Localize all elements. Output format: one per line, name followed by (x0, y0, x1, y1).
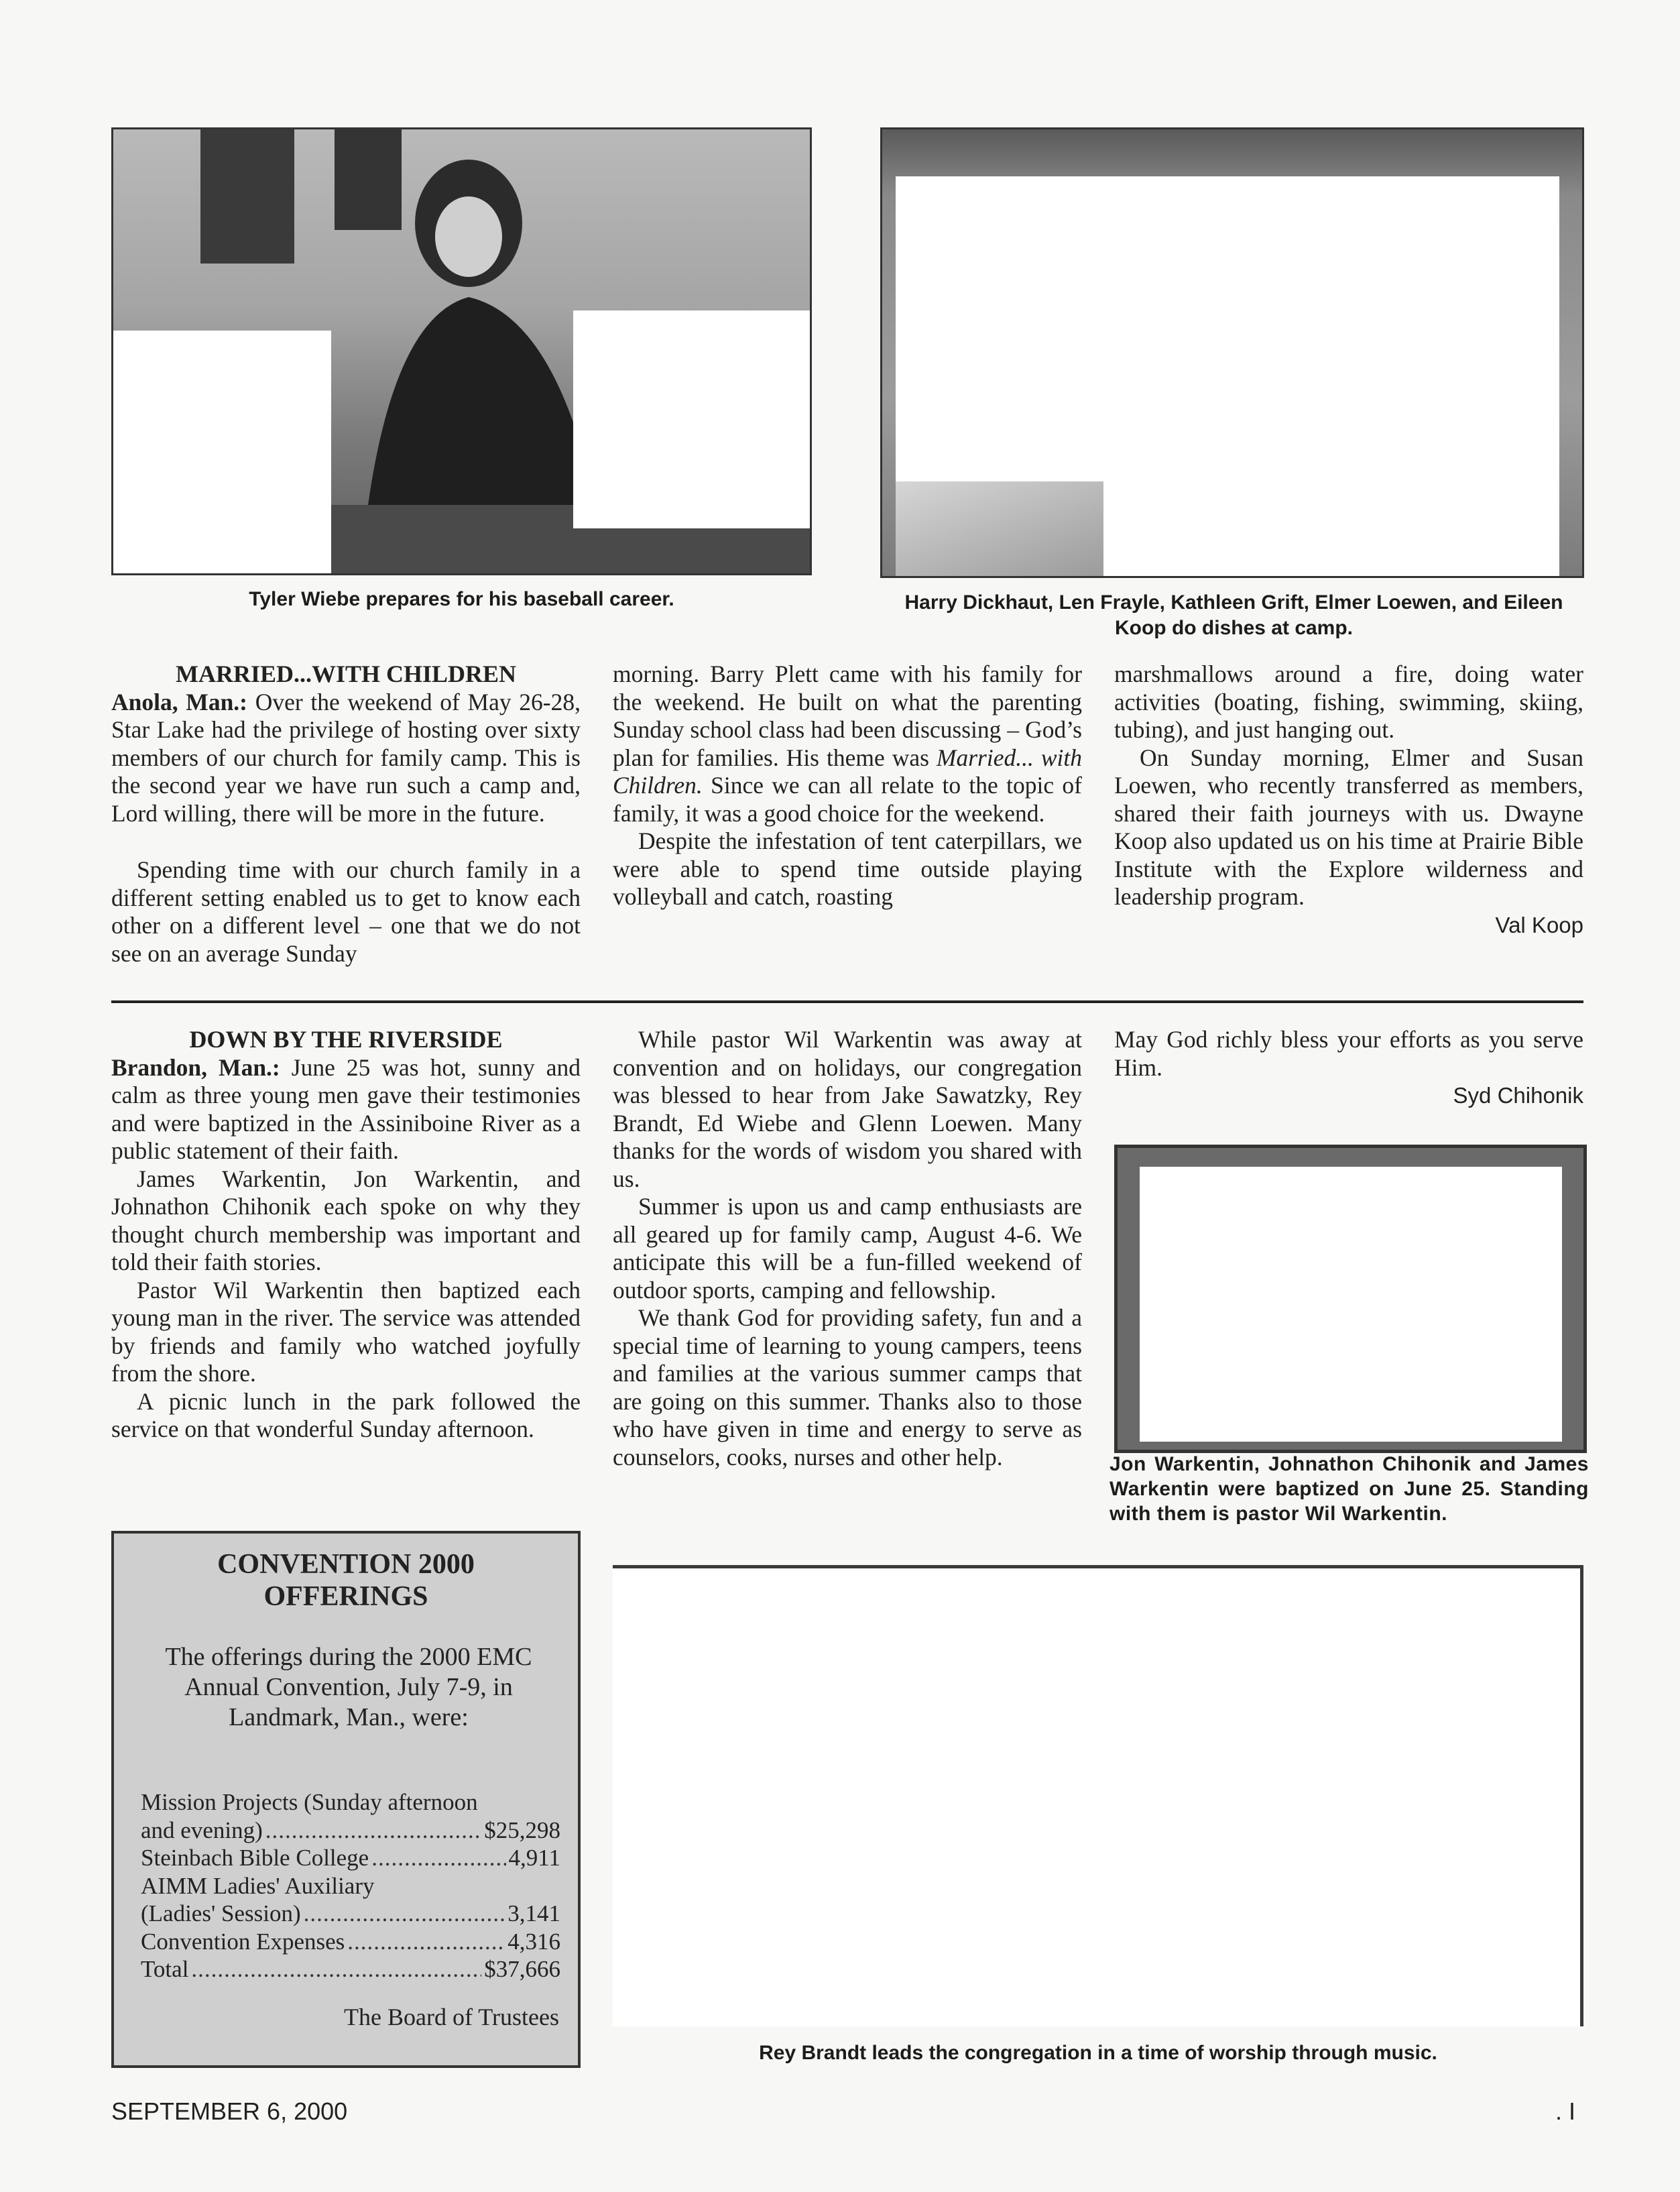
offering-row (141, 1816, 560, 1845)
issue-date: SEPTEMBER 6, 2000 (111, 2097, 348, 2125)
article1-flow (111, 856, 581, 977)
article1-col2 (613, 660, 1082, 911)
article2-signature: Syd Chihonik (1453, 1083, 1583, 1108)
offering-amount: $37,666 (484, 1956, 560, 1982)
offerings-table (141, 1788, 560, 1983)
offering-row (141, 1928, 560, 1956)
offering-label: (Ladies' Session) (141, 1900, 301, 1926)
photo-dishes-at-camp (880, 127, 1584, 578)
article1-p2-start: Spending time with our church family in a different setting enabled us to get to know each other on a different level – one that we do not see on an average Sunday (111, 856, 581, 967)
article1-theme: Married... with Children. (613, 744, 1082, 799)
photo-redaction (1140, 1167, 1562, 1442)
worship-caption: Rey Brandt leads the congregation in a time of worship through music. (759, 2042, 1437, 2064)
article2-p7: We thank God for providing safety, fun and a special time of learning to young campers, teens and families at the various summer camps that are going on this summer. Thanks also to those who have given in time and energy to serve as counselors, cooks, nurses and other help. (613, 1304, 1082, 1470)
offering-amount: $25,298 (484, 1816, 560, 1843)
offering-amount: 4,316 (507, 1928, 560, 1955)
article2-p1: June 25 was hot, sunny and calm as three young men gave their testimonies and were baptized in the Assiniboine River as a public statement of their faith. (111, 1053, 581, 1164)
convention-title-line1: CONVENTION 2000 (217, 1549, 475, 1580)
article1-dateline: Anola, Man.: (111, 688, 248, 715)
photo-tyler-wiebe (111, 127, 812, 575)
article2-col2 (613, 1026, 1082, 1471)
convention-signature: The Board of Trustees (344, 2004, 559, 2030)
article2-p5: While pastor Wil Warkentin was away at convention and on holidays, our congregation was blessed to hear from Jake Sawatzky, Rey Brandt, Ed Wiebe and Glenn Loewen. Many thanks for the words of wisdom you shared with us. (613, 1026, 1082, 1192)
article2-p4: A picnic lunch in the park followed the service on that wonderful Sunday afternoon. (111, 1387, 581, 1442)
article1-p4: On Sunday morning, Elmer and Susan Loewen, who recently transferred as members, shared their faith journeys with us. Dwayne Koop also updated us on his time at Prairie Bible Institute with the Explore wilderness and leadership program. (1114, 744, 1583, 910)
article1-p2-cont: morning. Barry Plett came with his family for the weekend. He built on what the parenting Sunday school class had been discussing – God’s plan for families. His theme was Married... with Children. Since we can all relate to the topic of family, it was a good choice for the weekend. (613, 660, 1082, 827)
photo-redaction (113, 331, 331, 575)
tyler-caption: Tyler Wiebe prepares for his baseball career. (249, 588, 674, 610)
convention-intro: The offerings during the 2000 EMC Annual Convention, July 7-9, in Landmark, Man., were: (165, 1643, 532, 1731)
convention-title-line2: OFFERINGS (263, 1581, 428, 1612)
article2-heading: DOWN BY THE RIVERSIDE (189, 1026, 503, 1053)
dishes-caption: Harry Dickhaut, Len Frayle, Kathleen Grift, Elmer Loewen, and Eileen Koop do dishes at camp. (904, 591, 1563, 639)
photo-worship (613, 1565, 1583, 2026)
offering-amount: 4,911 (508, 1845, 560, 1871)
article1-p2b: Since we can all relate to the topic of family, it was a good choice for the weekend. (613, 772, 1082, 827)
convention-offerings-box (111, 1531, 581, 2068)
photo-baptism (1114, 1145, 1587, 1453)
offering-item-label-a: Mission Projects (Sunday afternoon (141, 1789, 478, 1815)
article2-p2: James Warkentin, Jon Warkentin, and Johnathon Chihonik each spoke on why they thought church membership was important and told their faith stories. (111, 1165, 581, 1275)
offering-item-label-a: AIMM Ladies' Auxiliary (141, 1872, 375, 1899)
article2-p3: Pastor Wil Warkentin then baptized each young man in the river. The service was attended by friends and family who watched joyfully from the shore. (111, 1276, 581, 1387)
article1-p1: Over the weekend of May 26-28, Star Lake had the privilege of hosting over sixty members of our church for family camp. This is the second year we have run such a camp and, Lord willing, there will be more in the future. (111, 688, 581, 827)
offering-amount: 3,141 (507, 1900, 560, 1926)
offering-total-row (141, 1955, 560, 1983)
offering-label: Steinbach Bible College (141, 1845, 369, 1871)
offering-row (141, 1844, 560, 1872)
convention-title (114, 1548, 578, 1613)
page-number: . I (1555, 2097, 1576, 2125)
baptism-caption: Jon Warkentin, Johnathon Chihonik and James Warkentin were baptized on June 25. Standing with them is pastor Wil Warkentin. (1109, 1453, 1589, 1525)
article2-p6: Summer is upon us and camp enthusiasts are all geared up for family camp, August 4-6. We anticipate this will be a fun-filled weekend of outdoor sports, camping and fellowship. (613, 1193, 1082, 1304)
offering-label: Total (141, 1956, 189, 1982)
offering-label: and evening) (141, 1816, 263, 1843)
article2-dateline: Brandon, Man.: (111, 1053, 280, 1081)
article1-heading: MARRIED...WITH CHILDREN (175, 660, 517, 687)
article2-p8: May God richly bless your efforts as you serve Him. (1114, 1026, 1583, 1081)
article1-p3-cont: marshmallows around a fire, doing water activities (boating, fishing, swimming, skiing, tubing), and just hanging out. (1114, 660, 1583, 743)
article1-col1 (111, 660, 581, 827)
article1-col3 (1114, 660, 1583, 939)
offering-row (141, 1900, 560, 1928)
arm-graphic (896, 481, 1103, 578)
photo-redaction (573, 310, 812, 528)
section-divider (111, 1000, 1583, 1003)
article1-signature: Val Koop (1495, 912, 1583, 937)
offering-label: Convention Expenses (141, 1928, 345, 1955)
article2-col1 (111, 1026, 581, 1444)
article2-col3 (1114, 1026, 1583, 1110)
article1-p3-start: Despite the infestation of tent caterpillars, we were able to spend time outside playing volleyball and catch, roasting (613, 827, 1082, 910)
